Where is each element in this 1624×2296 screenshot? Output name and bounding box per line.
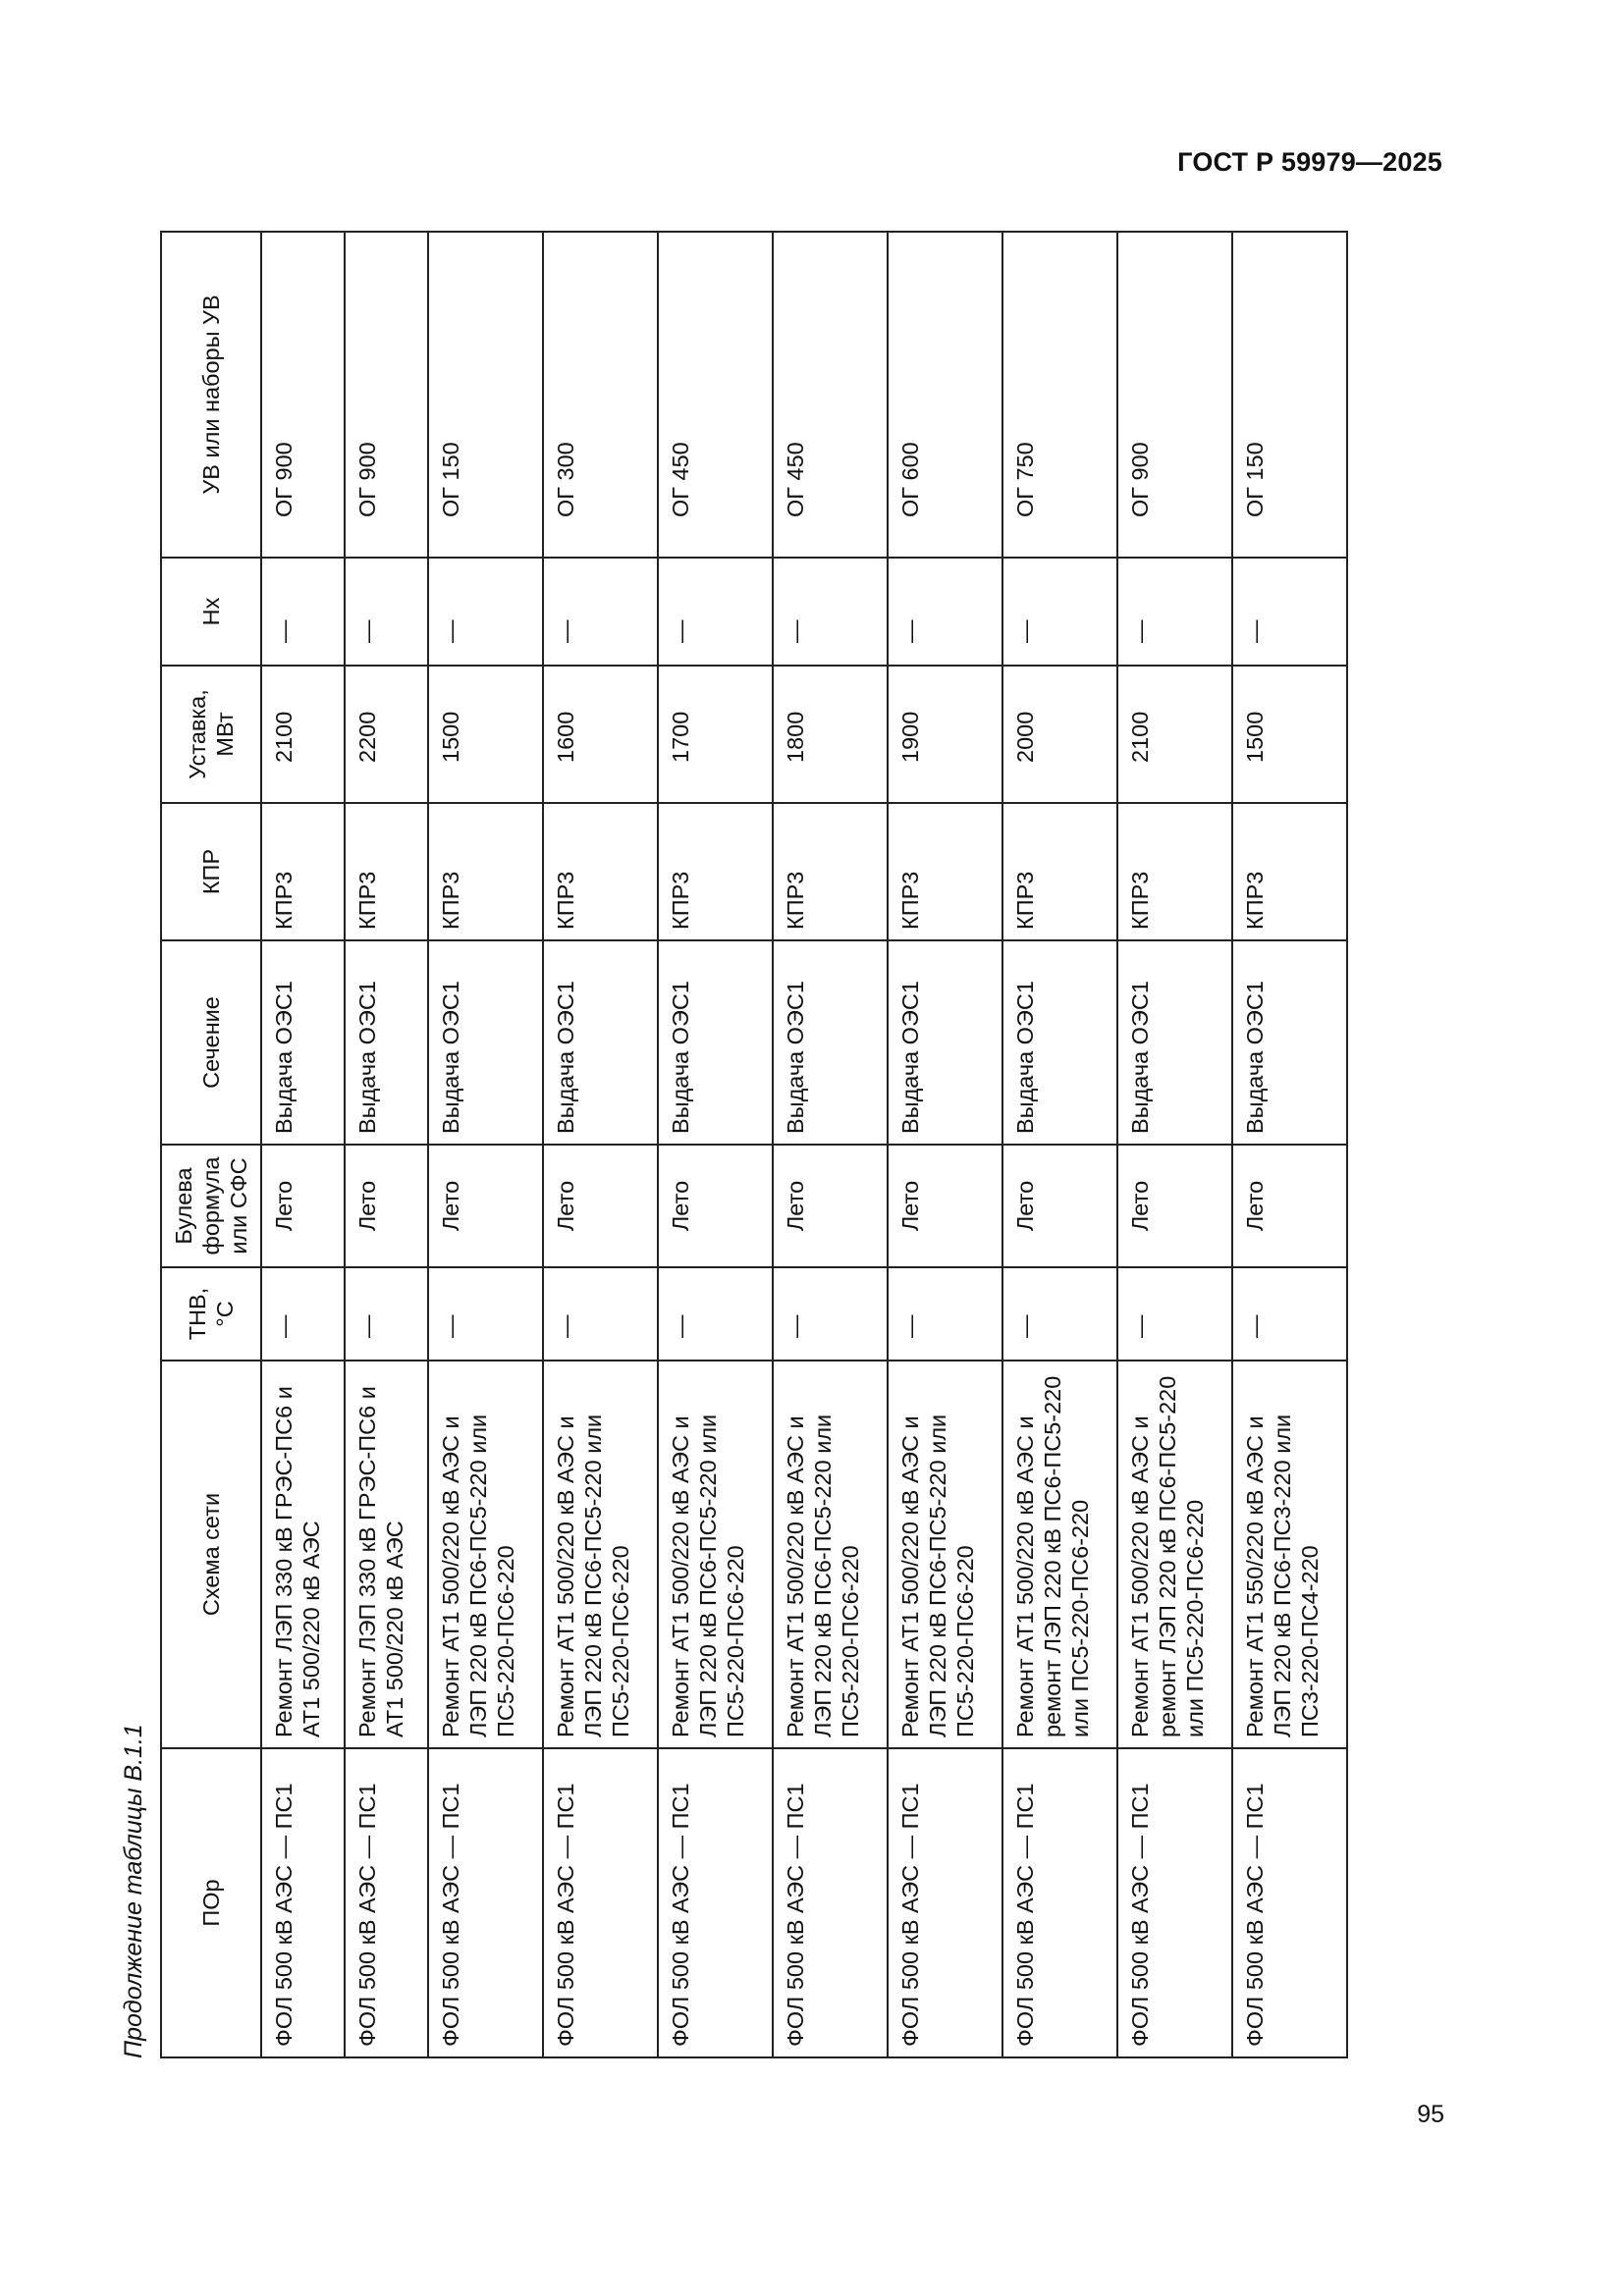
control-actions-cell: ОГ 150 [1232,232,1347,558]
nx-cell: — [1002,558,1117,666]
section-cell: Выдача ОЭС1 [773,940,888,1145]
network-scheme-cell: Ремонт АТ1 500/220 кВ АЭС и ремонт ЛЭП 220 кВ ПС6-ПС5-220 или ПС5-220-ПС6-220 [1002,1361,1117,1748]
network-scheme-cell: Ремонт АТ1 500/220 кВ АЭС и ремонт ЛЭП 220 кВ ПС6-ПС5-220 или ПС5-220-ПС6-220 [1117,1361,1232,1748]
section-cell: Выдача ОЭС1 [1117,940,1232,1145]
boolean-formula-cell: Лето [1002,1145,1117,1267]
table-row [1232,232,1347,2057]
setpoint-cell: 1500 [1232,666,1347,803]
network-scheme-cell: Ремонт АТ1 500/220 кВ АЭС и ЛЭП 220 кВ ПС6-ПС5-220 или ПС5-220-ПС6-220 [658,1361,773,1748]
control-actions-cell: ОГ 450 [773,232,888,558]
table-row [1002,232,1117,2057]
table-row [543,232,658,2057]
control-actions-cell: ОГ 900 [1117,232,1232,558]
por-cell: ФОЛ 500 кВ АЭС — ПС1 [345,1748,428,2057]
setpoint-cell: 2100 [1117,666,1232,803]
kpr-cell: КПР3 [1002,803,1117,940]
control-actions-cell: ОГ 900 [261,232,345,558]
tnv-cell: — [1117,1267,1232,1361]
control-actions-cell: ОГ 450 [658,232,773,558]
boolean-formula-cell: Лето [773,1145,888,1267]
column-header: Уставка, МВт [161,666,261,803]
table-row [888,232,1002,2057]
kpr-cell: КПР3 [1232,803,1347,940]
setpoint-cell: 2200 [345,666,428,803]
kpr-cell: КПР3 [345,803,428,940]
tnv-cell: — [543,1267,658,1361]
por-cell: ФОЛ 500 кВ АЭС — ПС1 [1117,1748,1232,2057]
kpr-cell: КПР3 [888,803,1002,940]
nx-cell: — [658,558,773,666]
column-header: Булева формула или СФС [161,1145,261,1267]
boolean-formula-cell: Лето [658,1145,773,1267]
por-cell: ФОЛ 500 кВ АЭС — ПС1 [1002,1748,1117,2057]
nx-cell: — [1117,558,1232,666]
table-row [1117,232,1232,2057]
network-scheme-cell: Ремонт АТ1 500/220 кВ АЭС и ЛЭП 220 кВ ПС6-ПС5-220 или ПС5-220-ПС6-220 [543,1361,658,1748]
tnv-cell: — [1002,1267,1117,1361]
por-cell: ФОЛ 500 кВ АЭС — ПС1 [658,1748,773,2057]
nx-cell: — [773,558,888,666]
network-scheme-cell: Ремонт ЛЭП 330 кВ ГРЭС-ПС6 и АТ1 500/220 кВ АЭС [345,1361,428,1748]
section-cell: Выдача ОЭС1 [1232,940,1347,1145]
section-cell: Выдача ОЭС1 [428,940,543,1145]
boolean-formula-cell: Лето [543,1145,658,1267]
section-cell: Выдача ОЭС1 [345,940,428,1145]
tnv-cell: — [773,1267,888,1361]
column-header: Нх [161,558,261,666]
nx-cell: — [888,558,1002,666]
standard-number: ГОСТ Р 59979—2025 [1177,147,1442,177]
table-row [345,232,428,2057]
por-cell: ФОЛ 500 кВ АЭС — ПС1 [261,1748,345,2057]
page-number: 95 [1417,2101,1444,2128]
setpoint-cell: 1500 [428,666,543,803]
control-actions-cell: ОГ 600 [888,232,1002,558]
por-cell: ФОЛ 500 кВ АЭС — ПС1 [773,1748,888,2057]
boolean-formula-cell: Лето [1117,1145,1232,1267]
boolean-formula-cell: Лето [428,1145,543,1267]
control-actions-cell: ОГ 150 [428,232,543,558]
setpoint-cell: 1800 [773,666,888,803]
column-header: ТНВ, °С [161,1267,261,1361]
kpr-cell: КПР3 [1117,803,1232,940]
por-cell: ФОЛ 500 кВ АЭС — ПС1 [888,1748,1002,2057]
column-header: УВ или наборы УВ [161,232,261,558]
kpr-cell: КПР3 [543,803,658,940]
kpr-cell: КПР3 [773,803,888,940]
setpoint-cell: 2000 [1002,666,1117,803]
kpr-cell: КПР3 [658,803,773,940]
kpr-cell: КПР3 [428,803,543,940]
nx-cell: — [261,558,345,666]
tnv-cell: — [261,1267,345,1361]
section-cell: Выдача ОЭС1 [1002,940,1117,1145]
network-scheme-cell: Ремонт АТ1 550/220 кВ АЭС и ЛЭП 220 кВ ПС6-ПС3-220 или ПС3-220-ПС4-220 [1232,1361,1347,1748]
nx-cell: — [1232,558,1347,666]
tnv-cell: — [1232,1267,1347,1361]
rotated-table-area [113,233,1340,2058]
setpoint-cell: 1700 [658,666,773,803]
setpoint-cell: 1900 [888,666,1002,803]
table-body [261,232,1347,2057]
por-cell: ФОЛ 500 кВ АЭС — ПС1 [1232,1748,1347,2057]
column-header: Сечение [161,940,261,1145]
tnv-cell: — [658,1267,773,1361]
section-cell: Выдача ОЭС1 [543,940,658,1145]
boolean-formula-cell: Лето [261,1145,345,1267]
tnv-cell: — [428,1267,543,1361]
control-actions-cell: ОГ 300 [543,232,658,558]
kpr-cell: КПР3 [261,803,345,940]
control-actions-cell: ОГ 750 [1002,232,1117,558]
column-header: Схема сети [161,1361,261,1748]
nx-cell: — [345,558,428,666]
por-cell: ФОЛ 500 кВ АЭС — ПС1 [428,1748,543,2057]
section-cell: Выдача ОЭС1 [658,940,773,1145]
por-cell: ФОЛ 500 кВ АЭС — ПС1 [543,1748,658,2057]
column-header: ПОр [161,1748,261,2057]
setpoint-cell: 2100 [261,666,345,803]
nx-cell: — [428,558,543,666]
control-actions-cell: ОГ 900 [345,232,428,558]
table-row [261,232,345,2057]
network-scheme-cell: Ремонт АТ1 500/220 кВ АЭС и ЛЭП 220 кВ ПС6-ПС5-220 или ПС5-220-ПС6-220 [428,1361,543,1748]
network-scheme-cell: Ремонт АТ1 500/220 кВ АЭС и ЛЭП 220 кВ ПС6-ПС5-220 или ПС5-220-ПС6-220 [773,1361,888,1748]
nx-cell: — [543,558,658,666]
table-row [658,232,773,2057]
table-row [773,232,888,2057]
table-caption: Продолжение таблицы В.1.1 [120,1724,147,2058]
tnv-cell: — [888,1267,1002,1361]
table-row [428,232,543,2057]
network-scheme-cell: Ремонт ЛЭП 330 кВ ГРЭС-ПС6 и АТ1 500/220 кВ АЭС [261,1361,345,1748]
column-header: КПР [161,803,261,940]
section-cell: Выдача ОЭС1 [888,940,1002,1145]
main-table [160,231,1348,2058]
table-header-row [161,232,261,2057]
boolean-formula-cell: Лето [345,1145,428,1267]
setpoint-cell: 1600 [543,666,658,803]
network-scheme-cell: Ремонт АТ1 500/220 кВ АЭС и ЛЭП 220 кВ ПС6-ПС5-220 или ПС5-220-ПС6-220 [888,1361,1002,1748]
boolean-formula-cell: Лето [1232,1145,1347,1267]
boolean-formula-cell: Лето [888,1145,1002,1267]
section-cell: Выдача ОЭС1 [261,940,345,1145]
tnv-cell: — [345,1267,428,1361]
